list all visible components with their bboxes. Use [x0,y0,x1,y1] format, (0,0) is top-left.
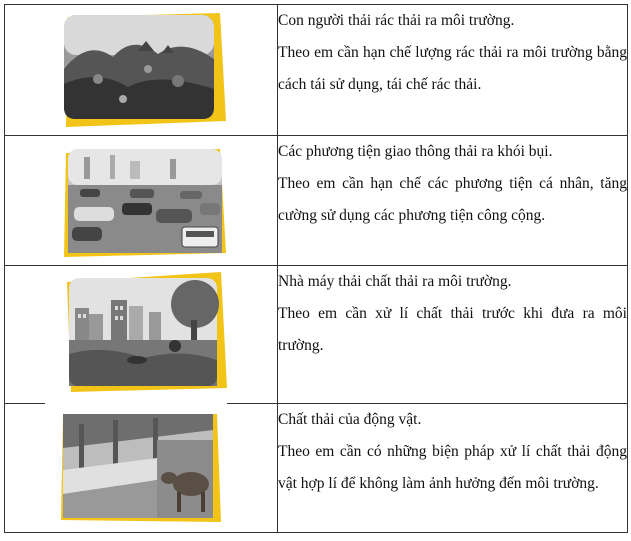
livestock-farm-photo [57,410,223,528]
problem-text: Nhà máy thải chất thải ra môi trường. [278,273,512,290]
text-cell [278,404,628,533]
solution-text: Theo em cần có những biện pháp xử lí chất thải động vật hợp lí để không làm ảnh hưởng đến môi trường. [278,443,627,492]
image-cell [5,5,278,136]
table-row [5,404,628,533]
solution-text: Theo em cần hạn chế các phương tiện cá nhân, tăng cường sử dụng các phương tiện công cộng. [278,175,627,224]
traffic-jam-photo [60,143,230,261]
solution-text: Theo em cần hạn chế lượng rác thải ra môi trường bằng cách tái sử dụng, tái chế rác thải. [278,44,627,93]
problem-text: Con người thải rác thải ra môi trường. [278,12,515,29]
factory-pollution-photo [63,270,231,396]
problem-text: Các phương tiện giao thông thải ra khói bụi. [278,143,553,160]
image-cell [5,404,278,533]
problem-text: Chất thải của động vật. [278,411,422,428]
image-cell [5,266,278,404]
table-row [5,136,628,266]
separator-gap [45,401,227,407]
table-row [5,5,628,136]
pollution-table [4,4,628,533]
table-row [5,266,628,404]
garbage-dump-photo [58,9,228,129]
image-cell [5,136,278,266]
text-cell [278,136,628,266]
solution-text: Theo em cần xử lí chất thải trước khi đưa ra môi trường. [278,305,627,354]
text-cell [278,266,628,404]
text-cell [278,5,628,136]
